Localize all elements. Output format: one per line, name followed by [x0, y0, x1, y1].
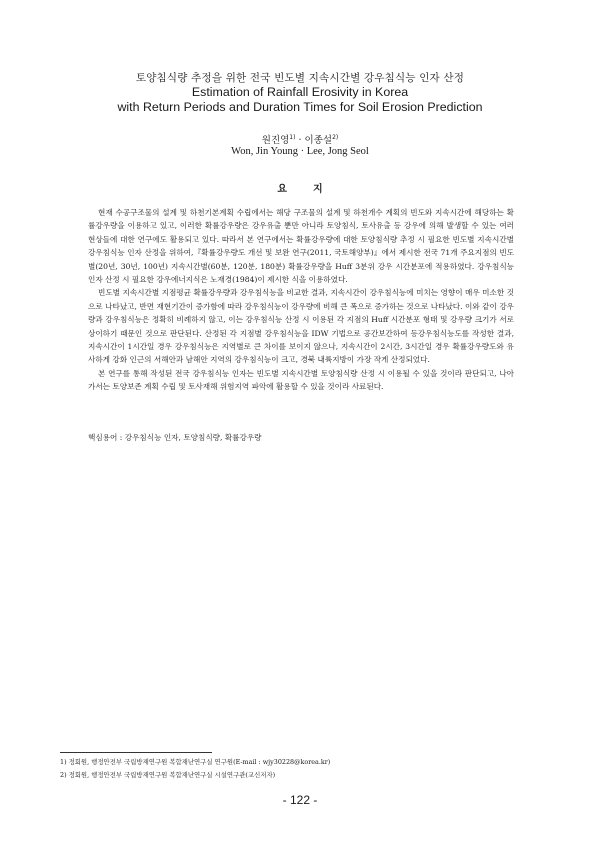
korean-title: 토양침식량 추정을 위한 전국 빈도별 지속시간별 강우침식능 인자 산정 [135, 72, 465, 84]
footnote-1: 1) 정회원, 행정안전부 국립방재연구원 복합재난연구실 연구원(E-mail : wjy30228@korea.kr) [60, 758, 331, 766]
footnotes [60, 756, 540, 782]
abstract-paragraph-3: 본 연구를 통해 작성된 전국 강우침식능 인자는 빈도별 지속시간별 토양침식량 산정 시 이용될 수 있을 것이라 판단되고, 나아가서는 토양보존 계획 수립 및 토사재해 위험지역 파악에 활용할 수 있을 것이라 사료된다. [88, 368, 514, 392]
abstract-heading: 요지 [277, 184, 349, 195]
author-2-affiliation-mark: 2) [332, 133, 339, 141]
english-title-line-1: Estimation of Rainfall Erosivity in Korea [191, 85, 409, 99]
abstract-paragraph-2: 빈도별 지속시간별 지점평균 확률강우량과 강우침식능을 비교한 결과, 지속시간이 강우침식능에 미치는 영향이 매우 미소한 것으로 나타났고, 반면 재현기간이 증가함에 따라 강우침식능이 강우량에 비해 큰 폭으로 증가하는 것으로 나타났다. 이와 같이 강우량과 강우침식능은 정확히 비례하지 않고, 이는 강우침식능 산정 시 이용된 각 지점의 Huff 시간분포 형태 및 강우량 크기가 서로 상이하기 때문인 것으로 판단된다. 산정된 각 지점별 강우침식능을 IDW 기법으로 공간보간하여 등강우침식능도를 작성한 결과, 지속시간이 1시간일 경우 강우침식능은 지역별로 큰 차이를 보이지 않으나, 지속시간이 2시간, 3시간일 경우 확률강우량도와 유사하게 강화 인근의 서해안과 남해안 지역의 강우침식능이 크고, 경북 내륙지방이 가장 작게 산정되었다. [88, 288, 514, 365]
author-2-name: 이종설 [304, 135, 333, 146]
page-number: - 122 - [282, 793, 318, 807]
abstract-body [88, 206, 514, 394]
author-1-name: 원진영 [261, 135, 290, 146]
abstract-paragraph-1: 현재 수공구조물의 설계 및 하천기본계획 수립에서는 해당 구조물의 설계 및 하천개수 계획의 빈도와 지속시간에 해당하는 확률강우량을 이용하고 있고, 이러한 확률강우량은 강우유출 뿐만 아니라 토양침식, 토사유출 등 강우에 의해 발생할 수 있는 여러 현상들에 대한 연구에도 활용되고 있다. 따라서 본 연구에서는 확률강우량에 대한 토양침식량 추정 시 필요한 빈도별 지속시간별 강우침식능 인자 산정을 위하여,『확률강우량도 개선 및 보완 연구(2011, 국토해양부)』에서 제시한 전국 71개 주요지점의 빈도별(20년, 30년, 100년) 지속시간별(60분, 120분, 180분) 확률강우량을 Huff 3분위 강우 시간분포에 적용하였다. 강우침식능 인자 산정 시 필요한 강우에너지식은 노재경(1984)이 제시한 식을 이용하였다. [88, 208, 514, 285]
english-authors: Won, Jin Young · Lee, Jong Seol [231, 146, 369, 157]
author-separator: · [295, 135, 305, 146]
footnote-divider [60, 752, 212, 753]
footnote-2: 2) 정회원, 행정안전부 국립방재연구원 복합재난연구실 시설연구관(교신저자) [60, 771, 276, 779]
keywords: 핵심용어 : 강우침식능 인자, 토양침식량, 확률강우량 [88, 433, 262, 442]
korean-authors [0, 132, 600, 146]
english-title-line-2: with Return Periods and Duration Times for Soil Erosion Prediction [117, 100, 483, 114]
author-1-affiliation-mark: 1) [289, 133, 296, 141]
